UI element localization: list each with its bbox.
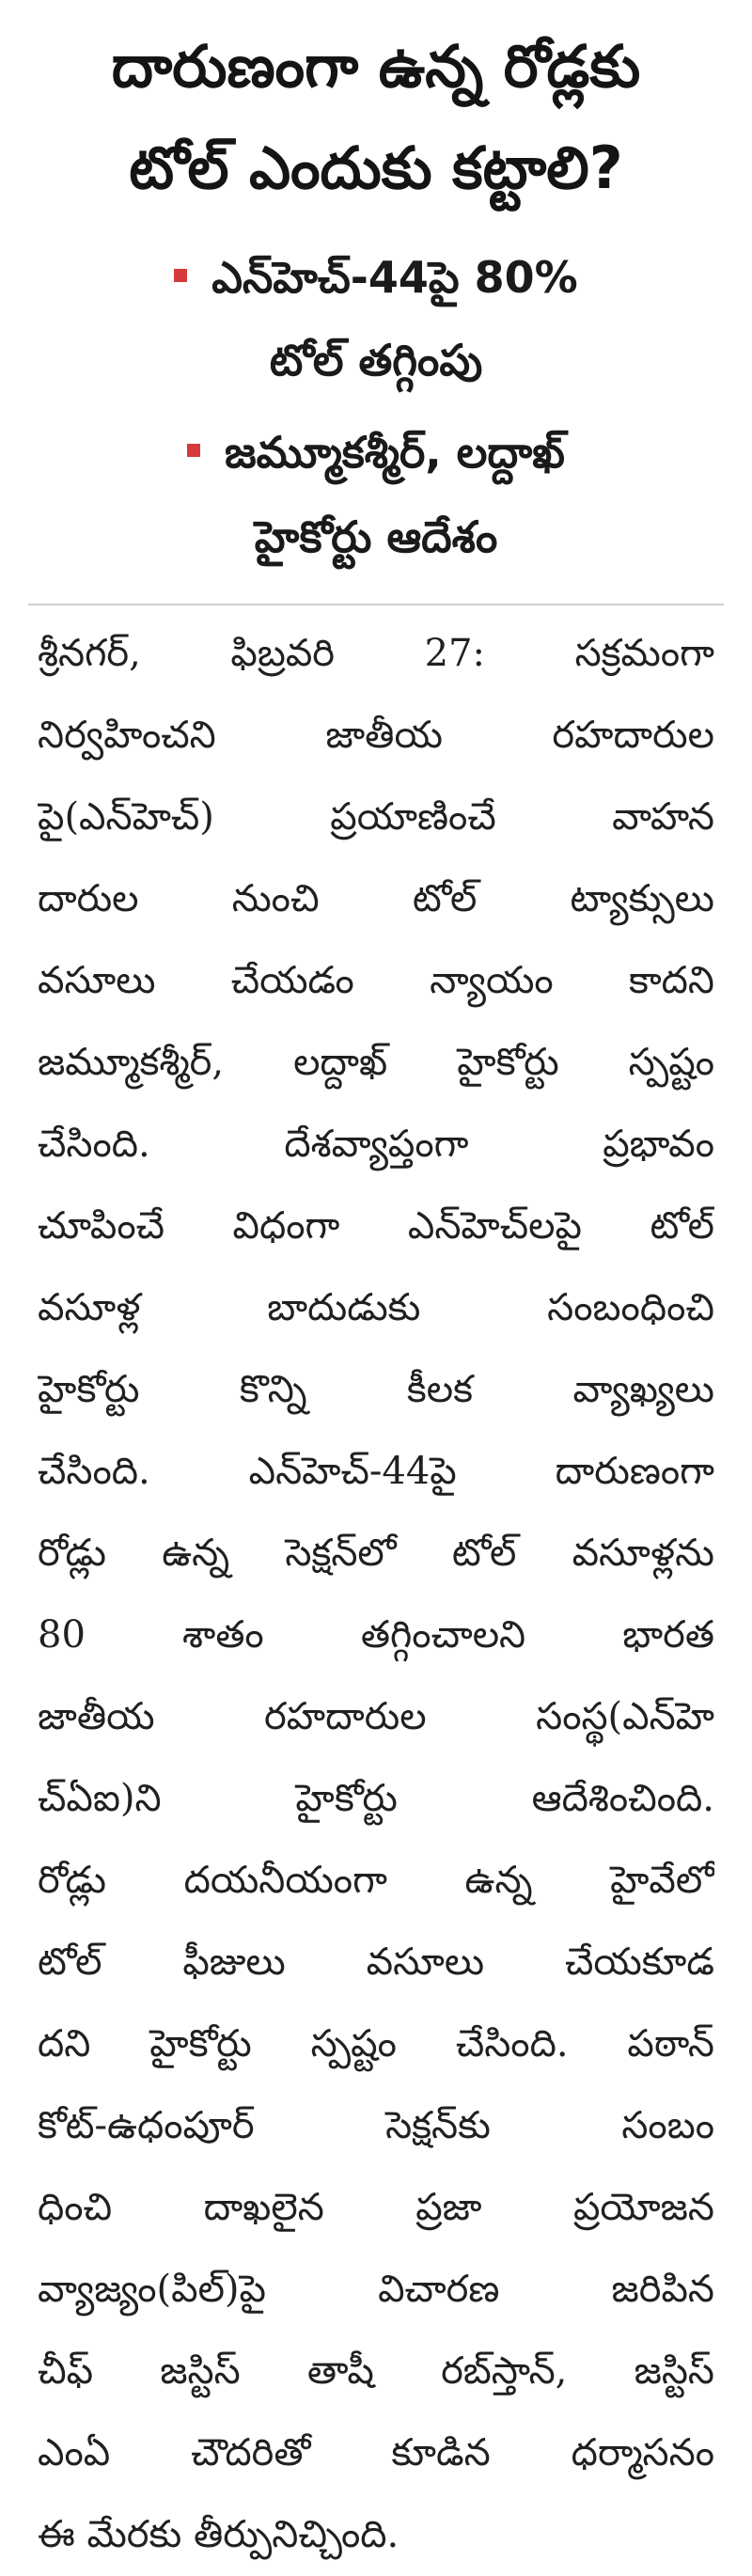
red-square-bullet-icon bbox=[187, 444, 200, 457]
article-line: హైకోర్టు కొన్ని కీలక వ్యాఖ్యలు bbox=[38, 1368, 714, 1411]
subhead-1 bbox=[19, 252, 733, 303]
headline-line-1: దారుణంగా ఉన్న రోడ్లకు bbox=[111, 32, 641, 101]
article-line: వసూలు చేయడం న్యాయం కాదని bbox=[38, 959, 714, 1002]
article-line: టోల్ ఫీజులు వసూలు చేయకూడ bbox=[38, 1940, 714, 1984]
article-line: రోడ్లు దయనీయంగా ఉన్న హైవేలో bbox=[38, 1859, 714, 1902]
article-line: శ్రీనగర్‌, ఫిబ్రవరి 27: సక్రమంగా bbox=[38, 632, 714, 675]
article-line: చ్‌ఏఐ)ని హైకోర్టు ఆదేశించింది. bbox=[38, 1777, 714, 1820]
article-line: చీఫ్‌ జస్టిస్‌ తాషీ రబ్‌స్తాన్‌, జస్టిస్‌ bbox=[38, 2349, 714, 2393]
article-line: జాతీయ రహదారుల సంస్థ(ఎన్‌హె bbox=[38, 1695, 714, 1738]
article-line: వసూళ్ల బాదుడుకు సంబంధించి bbox=[38, 1286, 714, 1329]
article-line: నిర్వహించని జాతీయ రహదారుల bbox=[38, 714, 714, 757]
article-line: దని హైకోర్టు స్పష్టం చేసింది. పఠాన్‌ bbox=[38, 2022, 714, 2066]
article-line: ధించి దాఖలైన ప్రజా ప్రయోజన bbox=[38, 2186, 714, 2229]
article-line: పై(ఎన్‌హెచ్‌) ప్రయాణించే వాహన bbox=[38, 795, 714, 839]
subhead-2-text: టోల్ తగ్గింపు bbox=[269, 335, 483, 385]
subhead-3-text: జమ్మూకశ్మీర్‌, లద్దాఖ్‌ bbox=[225, 427, 565, 478]
article-line: కోట్‌-ఉధంపూర్‌ సెక్షన్‌కు సంబం bbox=[38, 2104, 714, 2147]
red-square-bullet-icon bbox=[174, 269, 187, 282]
headline-line-2: టోల్ ఎందుకు కట్టాలి? bbox=[129, 134, 623, 202]
subhead-2 bbox=[19, 335, 733, 385]
article-line: చేసింది. ఎన్‌హెచ్‌-44పై దారుణంగా bbox=[38, 1450, 714, 1493]
article-line: ఈ మేరకు తీర్పునిచ్చింది. bbox=[38, 2513, 400, 2556]
subhead-4 bbox=[19, 511, 733, 562]
article-line: చేసింది. దేశవ్యాప్తంగా ప్రభావం bbox=[38, 1123, 714, 1166]
article-line: ఎంఏ చౌదరితో కూడిన ధర్మాసనం bbox=[38, 2431, 714, 2474]
subhead-3 bbox=[19, 427, 733, 478]
article-body bbox=[38, 613, 714, 2576]
divider bbox=[28, 604, 724, 605]
article-line: వ్యాజ్యం(పిల్‌)పై విచారణ జరిపిన bbox=[38, 2268, 714, 2311]
subhead-4-text: హైకోర్టు ఆదేశం bbox=[254, 511, 498, 562]
article-line: జమ్మూకశ్మీర్‌, లద్దాఖ్‌ హైకోర్టు స్పష్టం bbox=[38, 1041, 714, 1084]
article-line: రోడ్లు ఉన్న సెక్షన్‌లో టోల్ వసూళ్లను bbox=[38, 1531, 714, 1575]
subhead-1-text: ఎన్‌హెచ్‌-44పై 80% bbox=[212, 252, 578, 303]
article-line: చూపించే విధంగా ఎన్‌హెచ్‌లపై టోల్ bbox=[38, 1204, 714, 1248]
article-line: దారుల నుంచి టోల్ ట్యాక్సులు bbox=[38, 877, 714, 920]
article-line: 80 శాతం తగ్గించాలని భారత bbox=[38, 1613, 714, 1657]
